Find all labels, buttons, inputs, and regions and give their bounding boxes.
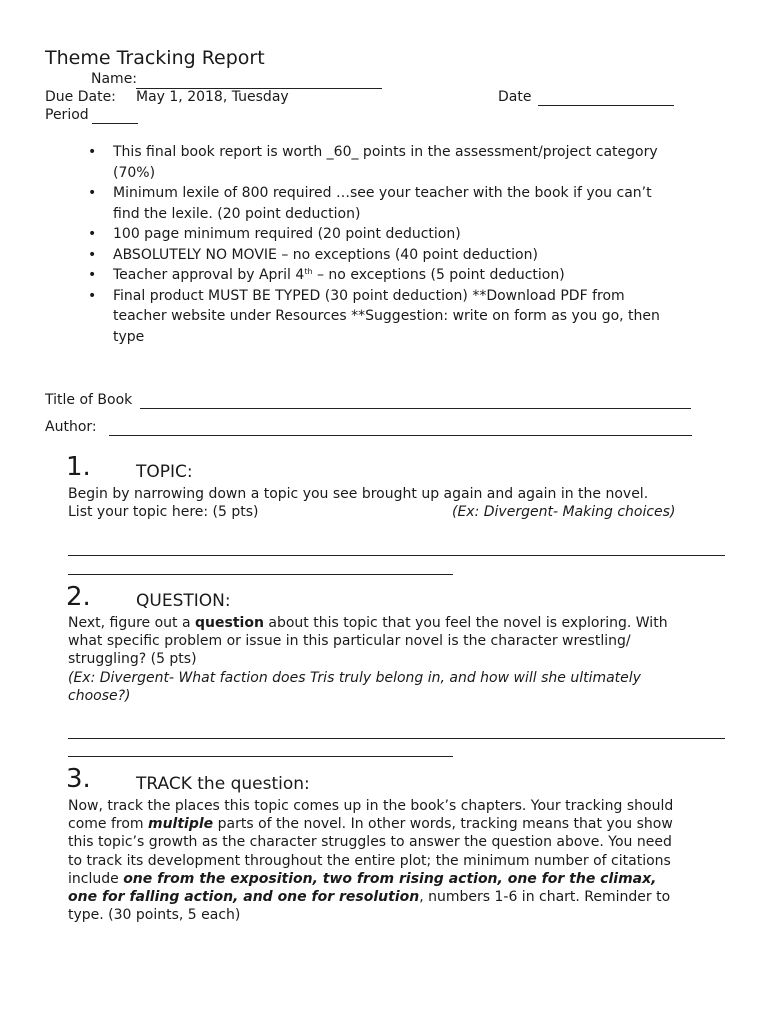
section-number: 3. xyxy=(66,764,91,794)
section-body: Now, track the places this topic comes up in the book’s chapters. Your tracking should come from multiple parts of the novel. In other words, tracking means that you show this topic’s growth as the character struggles to answer the question above. You need to track its development throughout the entire plot; the minimum number of citations include one from the exposition, two from rising action, one for the climax, one for falling action, and one for resolution, numbers 1-6 in chart. Reminder to type. (30 points, 5 each) xyxy=(68,798,674,924)
requirements-list xyxy=(88,142,718,347)
name-label: Name: xyxy=(91,71,138,87)
list-item: • This final book report is worth _60_ points in the assessment/project category (70%) xyxy=(88,142,718,183)
section-body: Begin by narrowing down a topic you see brought up again and again in the novel. List your topic here: (5 pts) (Ex: Divergent- Making choices) xyxy=(68,486,676,521)
period-field[interactable] xyxy=(92,123,138,124)
page-title: Theme Tracking Report xyxy=(45,47,265,69)
section-heading-topic: TOPIC: xyxy=(136,462,193,482)
section-heading-question: QUESTION: xyxy=(136,591,231,611)
author-label: Author: xyxy=(45,419,97,435)
section-number: 2. xyxy=(66,582,91,612)
question-answer-line[interactable] xyxy=(68,738,725,739)
date-label: Date xyxy=(498,89,532,105)
list-item: • ABSOLUTELY NO MOVIE – no exceptions (40 point deduction) xyxy=(88,245,718,266)
list-item: • 100 page minimum required (20 point deduction) xyxy=(88,224,718,245)
due-date-label: Due Date: xyxy=(45,89,116,105)
topic-answer-line[interactable] xyxy=(68,574,453,575)
book-title-field[interactable] xyxy=(140,408,691,409)
book-title-label: Title of Book xyxy=(45,392,133,408)
date-field[interactable] xyxy=(538,105,674,106)
list-item: • Final product MUST BE TYPED (30 point deduction) **Download PDF from teacher website under Resources **Suggestion: write on form as you go, then type xyxy=(88,286,718,348)
due-date-value: May 1, 2018, Tuesday xyxy=(136,89,289,105)
list-item: • Minimum lexile of 800 required …see your teacher with the book if you can’t find the lexile. (20 point deduction) xyxy=(88,183,718,224)
topic-answer-line[interactable] xyxy=(68,555,725,556)
question-answer-line[interactable] xyxy=(68,756,453,757)
author-field[interactable] xyxy=(109,435,692,436)
period-label: Period xyxy=(45,107,89,123)
list-item: • Teacher approval by April 4th – no exceptions (5 point deduction) xyxy=(88,265,718,286)
section-heading-track: TRACK the question: xyxy=(136,774,310,794)
section-body: Next, figure out a question about this topic that you feel the novel is exploring. With what specific problem or issue in this particular novel is the character wrestling/ struggling? (5 pts) (Ex: Divergent- What faction does Tris truly belong in, and how will she ultimately choose?) xyxy=(68,615,668,704)
section-number: 1. xyxy=(66,452,91,482)
